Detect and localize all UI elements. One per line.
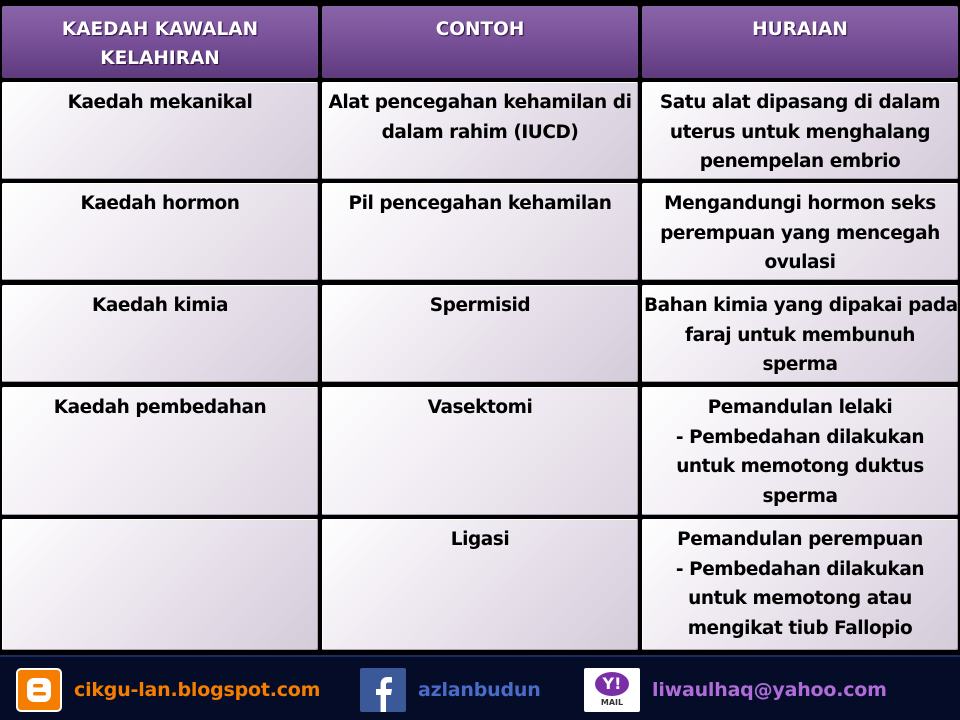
row-3-description [642, 285, 958, 382]
row-4-method-line-1: Kaedah pembedahan [53, 397, 267, 418]
row-4-example [322, 387, 638, 515]
row-5-description-line-4: mengikat tiub Fallopio [687, 617, 913, 639]
row-2-example-line-1: Pil pencegahan kehamilan [348, 193, 612, 214]
facebook-link[interactable] [360, 669, 541, 711]
row-3-example-line-1: Spermisid [429, 295, 531, 316]
row-5-method [2, 519, 318, 650]
row-1-description-line-1: Satu alat dipasang di dalam [659, 92, 941, 113]
row-1-example-line-2: dalam rahim (IUCD) [381, 121, 579, 143]
header-method-line-2: KELAHIRAN [100, 48, 220, 69]
yahoo-mail-icon [584, 668, 640, 712]
row-4-description [642, 387, 958, 515]
row-5-example [322, 519, 638, 650]
row-5-example-line-1: Ligasi [450, 529, 510, 550]
row-5-description-line-1: Pemandulan perempuan [677, 529, 923, 550]
row-5-description-line-3: untuk memotong atau [688, 588, 912, 609]
row-3-description-line-2: faraj untuk membunuh [684, 324, 916, 346]
row-1-description [642, 82, 958, 179]
row-3-method [2, 285, 318, 382]
blog-link[interactable] [16, 669, 320, 711]
row-5-description-line-2: - Pembedahan dilakukan [675, 558, 925, 580]
row-1-method [2, 82, 318, 179]
row-2-description-line-1: Mengandungi hormon seks [664, 193, 936, 214]
blogger-icon [16, 668, 62, 712]
row-2-method-line-1: Kaedah hormon [80, 193, 240, 214]
row-3-description-line-3: sperma [762, 354, 838, 375]
header-method [2, 6, 318, 78]
row-5-description [642, 519, 958, 650]
mail-label: MAIL [600, 698, 624, 707]
header-example [322, 6, 638, 78]
blog-url[interactable]: cikgu-lan.blogspot.com [74, 679, 321, 701]
row-4-description-line-2: - Pembedahan dilakukan [675, 426, 925, 448]
header-example-line-1: CONTOH [435, 19, 525, 40]
row-1-example [322, 82, 638, 179]
footer-bar [0, 655, 960, 720]
row-2-method [2, 183, 318, 280]
row-2-example [322, 183, 638, 280]
row-4-description-line-4: sperma [762, 485, 838, 507]
row-3-description-line-1: Bahan kimia yang dipakai pada [644, 295, 958, 316]
yahoo-badge-text: Y! [602, 674, 622, 693]
row-2-description-line-2: perempuan yang mencegah [660, 222, 940, 244]
header-description [642, 6, 958, 78]
row-4-method [2, 387, 318, 515]
row-4-description-line-1: Pemandulan lelaki [707, 397, 893, 418]
row-1-description-line-2: uterus untuk menghalang [669, 121, 931, 143]
email-address[interactable]: liwaulhaq@yahoo.com [652, 679, 887, 701]
row-2-description-line-3: ovulasi [764, 252, 836, 273]
row-1-description-line-3: penempelan embrio [699, 151, 901, 172]
row-2-description [642, 183, 958, 280]
row-4-description-line-3: untuk memotong duktus [676, 456, 924, 477]
facebook-icon [360, 668, 406, 712]
header-method-line-1: KAEDAH KAWALAN [61, 19, 259, 40]
header-description-line-1: HURAIAN [752, 19, 848, 40]
facebook-username[interactable]: azlanbudun [418, 679, 541, 701]
row-3-example [322, 285, 638, 382]
row-1-method-line-1: Kaedah mekanikal [67, 92, 253, 113]
row-4-example-line-1: Vasektomi [427, 397, 533, 418]
row-1-example-line-1: Alat pencegahan kehamilan di [328, 92, 632, 113]
email-link[interactable] [584, 669, 887, 711]
row-3-method-line-1: Kaedah kimia [91, 295, 229, 316]
